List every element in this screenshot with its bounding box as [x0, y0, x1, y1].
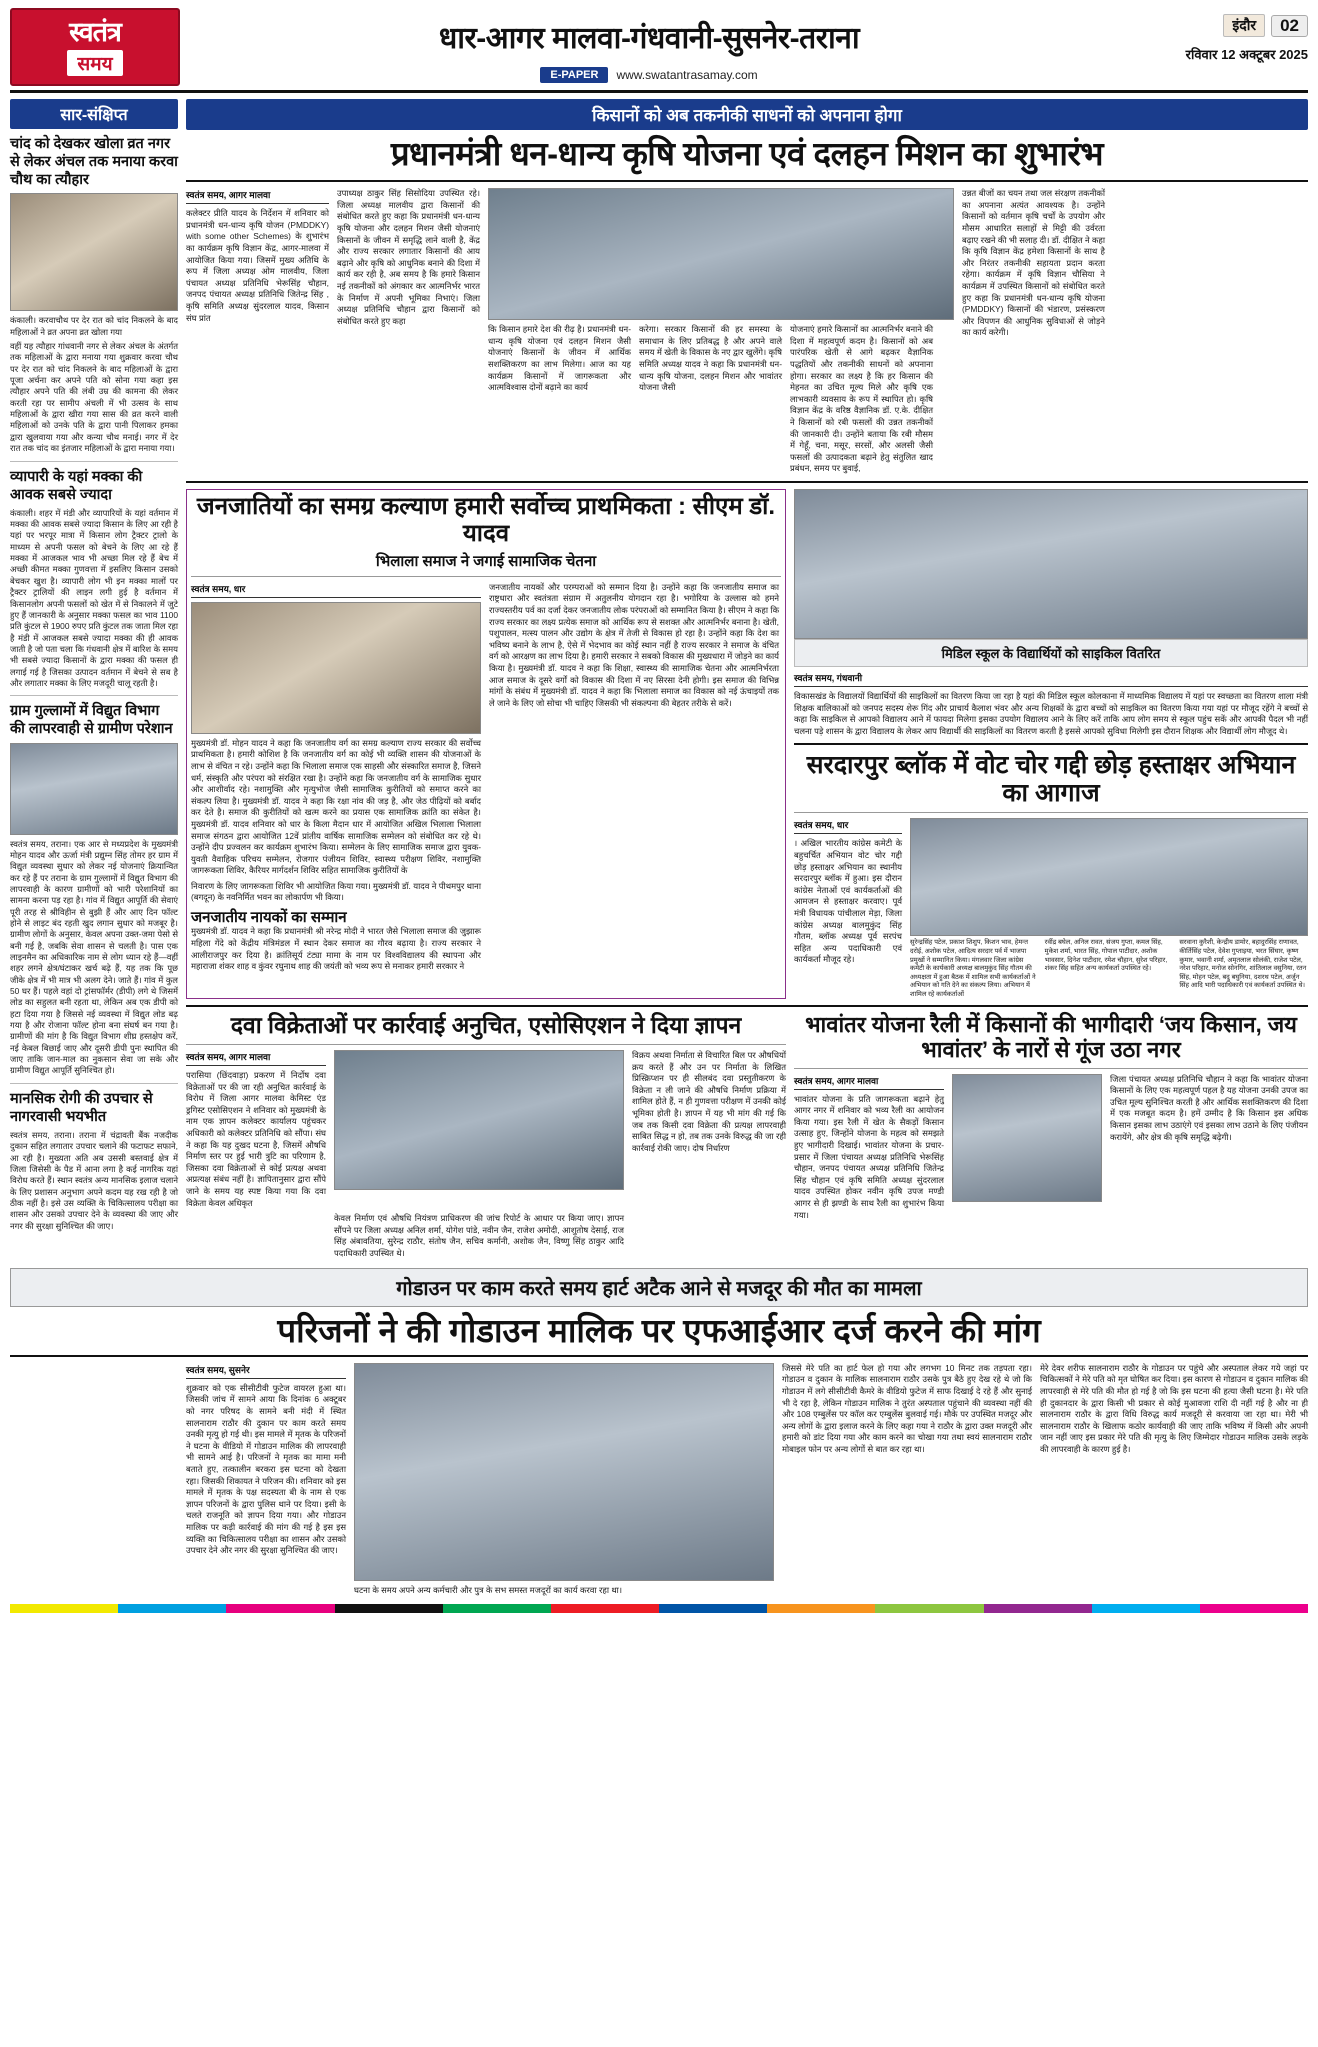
bhavantar-column — [794, 1074, 944, 1222]
lead-column — [186, 188, 329, 475]
logo-sub-text: समय — [67, 50, 122, 76]
logo-main-text: स्वतंत्र — [69, 16, 121, 47]
colorbar-swatch — [10, 1604, 118, 1613]
byline: स्वतंत्र समय, सुसनेर — [186, 1363, 346, 1379]
page-number: 02 — [1271, 15, 1308, 37]
bottom-kicker-band: गोडाउन पर काम करते समय हार्ट अटैक आने से मजदूर की मौत का मामला — [10, 1268, 1308, 1307]
sardarpur-photo — [910, 818, 1308, 936]
bottom-body — [10, 1363, 1308, 1597]
body-text: जनजातीय नायकों और परम्पराओं को सम्मान दिया है। उन्होंने कहा कि जनजातीय समाज का राष्ट्रधारा और स्वतंत्रता संग्राम में अतुलनीय योगदान रहा है। भगोरिया के उल्लास को हमने राज्यस्तरीय पर्व का दर्जा देकर जनजातीय लोक परंपराओं को सम्मानित किया है। सीएम ने कहा कि राज्य सरकार का लक्ष्य प्रत्येक समाज को आर्थिक रूप से सशक्त और आत्मनिर्भर बनाना है। खेती, पशुपालन, मत्स्य पालन और उद्योग के क्षेत्र में तेजी से विकास हो रहा है। उन्होंने कहा कि देश का भविष्य बनाने के लाभ है, ऐसे में भेदभाव का कोई स्थान नहीं है राज्य सरकार ने समाज के वंचित वर्ग को आरक्षण का लाभ दिया है। हमारी सरकार ने सबको विकास की मुख्यधारा में जोड़ने का कार्य किया है। मुख्यमंत्री डॉ. यादव ने कहा कि शिक्षा, स्वास्थ्य की सामाजिक चेतना और आत्मनिर्भरता आज समाज के दूसरे वर्गों को विकास की दिशा में नए सिरसा देनी होगी। इस समाज की विभिन्न मांगों के संबंध में मुख्यमंत्री डॉ. यादव ने कहा कि भिलाला समाज का विकास को नई ऊंचाइयों तक ले जाने के लिए जो सोचा भी चाहिए जिसकी भी संकल्पना की बेहतर तरीके से करें। — [489, 581, 779, 708]
bhavantar-headline: भावांतर योजना रैली में किसानों की भागीदारी ‘जय किसान, जय भावांतर’ के नारों से गूंज उठा नगर — [805, 1012, 1297, 1062]
body-text: जिला पंचायत अध्यक्ष प्रतिनिधि चौहान ने कहा कि भावांतर योजना किसानों के लिए एक महत्वपूर्ण पहल है यह योजना उनकी उपज का उचित मूल्य सुनिश्चित करती है और आर्थिक सशक्तिकरण की दिशा में एक मजबूत कदम है। हमें उम्मीद है कि किसान इस अधिक किसान इसका लाभ उठाएंगे एवं इसका लाभ उठाने के लिए पंजीयन करायेंगे, और क्षेत्र की कृषि समृद्धि बढ़ेगी। — [1110, 1073, 1308, 1142]
bottom-column — [1040, 1363, 1308, 1597]
tribal-headline: जनजातियों का समग्र कल्याण हमारी सर्वोच्च प्राथमिकता : सीएम डॉ. यादव — [196, 493, 776, 547]
rail-photo — [10, 743, 178, 835]
rail-headline: व्यापारी के यहां मक्का की आवक सबसे ज्यादा — [10, 468, 143, 503]
rail-item — [10, 135, 178, 462]
byline: स्वतंत्र समय, आगर मालवा — [186, 1050, 326, 1066]
colorbar-swatch — [443, 1604, 551, 1613]
lead-column — [790, 324, 933, 475]
publication-logo — [10, 8, 180, 86]
epaper-badge[interactable]: E-PAPER — [540, 67, 608, 83]
body-text: उपाध्यक्ष ठाकुर सिंह सिसोदिया उपस्थित रहे। जिला अध्यक्ष मालवीय द्वारा किसानों की संबोधित करते हुए कहा कि प्रधानमंत्री धन-धान्य कृषि योजना और दलहन मिशन जैसी योजनाएं किसानों के जीवन में समृद्धि लाने वाली है, केंद्र और राज्य सरकार लगातार किसानों की आय बढ़ाने और कृषि को आधुनिक बनाने की दिशा में कार्य कर रही है, अब समय है कि हमारे किसान नई तकनीकों को अंगकार कर आत्मनिर्भर भारत के निर्माण में अपनी भूमिका निभाएं। जिला अध्यक्ष प्रतिनिधि चौहान द्वारा किसानों को संबोधित करते हुए कहा — [337, 188, 480, 326]
tribal-story — [186, 489, 786, 999]
rail-item — [10, 1090, 178, 1238]
names-column: सरवाना कुरैशी, केन्द्रीय डामोर, बहादुरसिंह राणावत, कीर्तिसिंह पटेल, देवेश गुप्ताइया, भरत सिंघार, कृष्ण कुमार, भवानी शर्मा, अमृतलाल सोलंकी, राजेश पटेल, नरेश परिहार, मनोज सोनगिर, शांतिलाल वसुनिया, रतन सिंह, मोहन पटेल, बदु बघुनिया, दशरथ पटेल, अर्जुन सिंह आदि भारी पदाधिकारी एवं कार्यकर्ता उपस्थित थे। — [1179, 939, 1307, 990]
edition-city: इंदौर — [1223, 14, 1265, 37]
medicine-column — [334, 1213, 624, 1259]
lead-kicker-strip: किसानों को अब तकनीकी साधनों को अपनाना होगा — [186, 99, 1308, 130]
divider — [186, 1044, 786, 1045]
divider — [186, 1005, 1308, 1007]
lead-column — [488, 324, 631, 475]
rail-photo — [10, 193, 178, 311]
bhavantar-story — [794, 1013, 1308, 1259]
body-text: करेगा। सरकार किसानों की हर समस्या के समाधान के लिए प्रतिबद्ध है और अपने वाले समय में खेती के विकास के नए द्वार खुलेंगे। कृषि समिति अध्यक्ष यादव ने कहा कि प्रधानमंत्री धन-धान्य कृषि योजना, दलहन मिशन और भावांतर योजना जैसी — [639, 324, 782, 393]
byline: स्वतंत्र समय, आगर मालवा — [794, 1074, 944, 1090]
lead-column — [639, 324, 782, 475]
lead-column — [337, 188, 480, 475]
names-column: सुरेन्द्रसिंह पटेल, प्रकाश शिशुप, किशन भाव, हेमन्त दरोई, अशोक पटेल, आदित्य सरदार पर्व में भाजपा प्रमुखों ने सम्मानित किया। मंगलवार जिला कांग्रेस कमेटी के कार्यकारी अध्यक्ष बालमुकुंद सिंह गौतम की अध्यक्षता में हुआ बैठक में शामिल सभी कार्यकर्ताओं ने अभियान को गति देने का संकल्प लिया। अभियान में शामिल रहे कार्यकर्ताओं — [910, 939, 1036, 998]
colorbar-swatch — [659, 1604, 767, 1613]
body-text: परासिया (छिंदवाड़ा) प्रकरण में निर्दोष दवा विक्रेताओं पर की जा रही अनुचित कार्रवाई के विरोध में जिला आगर मालवा केमिस्ट एंड ड्रगिस्ट एसोसिएशन ने शनिवार को मुख्यमंत्री के नाम एक ज्ञापन कलेक्टर कार्यालय पहुंचकर अधिकारी को कलेक्टर प्रतिनिधि को सौंपा। संघ ने कहा कि यह दुखद घटना है, जिसमें औषधि निर्माण स्तर पर हुई भारी त्रुटि का परिणाम है, जिसका दवा विक्रेताओं से कोई प्रत्यक्ष अथवा अप्रत्यक्ष संबंध नहीं है। ज्ञापितानुसार द्वारा सौंपे जाने के समय यह स्पष्ट किया गया कि दवा विक्रेता केवल अधिकृत — [186, 1070, 326, 1208]
body-text: विक्रय अथवा निर्माता से विचारित बिल पर औषधियों क्रय करते हैं और उन पर निर्माता के लिखित प्रिस्क्रिप्शन पर ही सीलबंद दवा प्रस्तुतीकरण के विक्रेता न ली जाने की औषधि निर्माण प्रक्रिया में शामिल होते हैं, न ही गुणवत्ता परीक्षण में उनकी कोई भूमिका होती है। ज्ञापन में यह भी मांग की गई कि जब तक किसी दवा विक्रेता की प्रत्यक्ष लापरवाही साबित सिद्ध न हो, तब तक उनके विरुद्ध की जा रही कार्रवाई रोकी जाए। दोष निर्धारण — [632, 1050, 786, 1153]
tribal-column — [489, 582, 779, 973]
names-column: रवींद्र बघेल, अनिल रावत, संजय गुप्ता, कमल सिंह, मुकेश शर्मा, भारत सिंह, गोपाल पाटीदार, अशोक भावसार, दिनेश पाटीदार, रमेश चौहान, सुरेश परिहार, शंकर सिंह सहित अन्य कार्यकर्ता उपस्थित रहे। — [1044, 939, 1168, 973]
body-text: विकासखंड के विद्यालयों विद्यार्थियों की साइकिलों का वितरण किया जा रहा है यहां की मिडिल स्कूल कोलकाना में माध्यमिक विद्यालय में यहां पर स्वच्छता का वितरण शाला मंत्री शिक्षक बालिकाओं को जनपद सदस्य शेरू गिंद और प्राचार्य कैलाश भंवर और अन्य शिक्षकों के द्वारा बच्चों को साइकिल का वितरण किया गया यहां पर मौजूद रहेंगे ने बच्चों से कहा कि साइकिल से आपको विद्यालय आने में फायदा मिलेगा इसका उपयोग विद्यालय आने के लिए करें ताकि आप लोग समय से स्कूल पहुंच सकें और आपकी पैदल भी नहीं चलना पड़े शासन के द्वारा विद्यालय के लेकर आप विद्यार्थी की साइकिलों का वितरण करती है इससे आपको सुविधा मिलेगी इस दौरान शिक्षक और विद्यार्थी लोग मौजूद थे। — [794, 691, 1308, 736]
rail-headline: मानसिक रोगी की उपचार से नागरवासी भयभीत — [10, 1090, 153, 1125]
medicine-photo-block — [334, 1050, 624, 1209]
colorbar-swatch — [335, 1604, 443, 1613]
bhavantar-column — [1110, 1074, 1308, 1222]
edition-row — [1118, 14, 1308, 37]
colorbar-swatch — [551, 1604, 659, 1613]
tribal-subsection-title: जनजातीय नायकों का सम्मान — [191, 909, 347, 927]
colorbar-swatch — [984, 1604, 1092, 1613]
left-rail — [10, 99, 178, 1260]
tribal-photo — [191, 602, 481, 734]
body-text: मेरे देवर शरीफ सालनाराम राठौर के गोडाउन पर पहुंचे और अस्पताल लेकर गये जहां पर चिकित्सकों ने मेरे पति को मृत घोषित कर दिया। इस कारण से गोडाउन व दुकान मालिक की लापरवाही से मेरे पति की मौत हो गई है जो कि इस घटना की हत्या जैसी घटना है। मेरे पति ही दुकानदार के द्वारा किसी भी प्रकार से कोई मुआवजा राशि दी नहीं गई है और ना ही सालनाराम राठौर के द्वारा विधि विरुद्ध कार्य मजदूरी से करवाया जा रहा था। मेरी भी सालनाराम राठौर के खिलाफ कठोर कार्यवाही की जाए ताकि भविष्य में किसी और अपनी जान नहीं जाए इस प्रकार मेरे पति की मृत्यु के लिए जिम्मेदार गोडाउन मालिक उसके लड़के की लापरवाही के कारण हुई है। — [1040, 1362, 1308, 1455]
tribal-subheadline: भिलाला समाज ने जगाई सामाजिक चेतना — [375, 552, 597, 570]
bhavantar-photo-block — [952, 1074, 1102, 1222]
divider — [794, 812, 1308, 813]
body-text: जिससे मेरे पति का हार्ट फेल हो गया और लगभग 10 मिनट तक तड़पता रहा। गोडाउन व दुकान के मालिक सालनाराम राठौर उसके पुत्र बैठे हुए देख रहे थे जो कि गोडाउन में लगे सीसीटीवी कैमरे के वीडियो फुटेज में साफ दिखाई दे रहे हैं और सुनाई भी दे रहा है, लेकिन गोडाउन मालिक ने तुरंत अस्पताल पहुंचाने की व्यवस्था नहीं की और 108 एम्बुलेंस पर कॉल कर एम्बुलेंस बुलवाई गई। मौके पर उपस्थित मजदूर और अन्य लोगों के द्वारा इलाज करने के लिए कहा गया ने राठौर के द्वारा उक्त मजदूरी और हमारी को डांट दिया गया और काम करने का चोखा गया तथा स्वयं सालनाराम राठौर मोबाइल फोन पर अन्य लोगों से बात कर रहा था। — [782, 1362, 1032, 1455]
cycle-photo — [794, 489, 1308, 639]
body-text: केवल निर्माण एवं औषधि नियंत्रण प्राधिकरण की जांच रिपोर्ट के आधार पर किया जाए। ज्ञापन सौंपने पर जिला अध्यक्ष अनिल शर्मा, योगेश पांडे, नवीन जैन, राजेश अमोदी, आशुतोष देसाई, राज सिंह अंबावतिया, सुरेन्द्र राठौर, संतोष जैन, सचिव कर्मानी, अशोक जैन, विष्णु सिंह ठाकुर आदि पदाधिकारी उपस्थित थे। — [334, 1213, 624, 1258]
divider — [186, 481, 1308, 483]
body-text: भावांतर योजना के प्रति जागरूकता बढ़ाने हेतु आगर नगर में शनिवार को भव्य रैली का आयोजन किया गया। इस रैली में खेत के सैकड़ों किसान उत्साह हुए, जिन्होंने योजना के महत्व को समझते हुए भागीदारी दिखाई। भावांतर योजना के प्रचार-प्रसार में जिला पंचायत अध्यक्ष प्रतिनिधि भेरूसिंह चौहान, जनपद पंचायत अध्यक्ष प्रतिनिधि जितेन्द्र सिंह चौहान एवं कृषि समिति अध्यक्ष सुंदरलाल यादव उपस्थित होकर नवीन कृषि उपज मण्डी आगर से ही झण्डी के साथ रैली का शुभारंभ किया गया। — [794, 1093, 944, 1220]
rail-headline: चांद को देखकर खोला व्रत नगर से लेकर अंचल तक मनाया करवा चौथ का त्यौहार — [10, 136, 178, 189]
masthead — [10, 8, 1308, 93]
colorbar-swatch — [118, 1604, 226, 1613]
cycle-caption-band: मिडिल स्कूल के विद्यार्थियों को साइकिल वितरित — [794, 639, 1308, 667]
colorbar-swatch — [1200, 1604, 1308, 1613]
photo-caption: घटना के समय अपने अन्य कर्मचारी और पुत्र के सभ समस्त मजदूरों का कार्य करवा रहा था। — [354, 1584, 623, 1595]
masthead-center — [180, 8, 1118, 83]
body-text: उन्नत बीजों का चयन तथा जल संरक्षण तकनीकों का अपनाना अत्यंत आवश्यक है। उन्होंने किसानों को वर्तमान कृषि चर्चों के उपयोग और मौसम आधारित सलाहों से मिट्टी की उर्वरता बढ़ाए रखने की भी सलाह दी। डॉ. दीक्षित ने कहा कि कृषि विज्ञान केंद्र हमेशा किसानों के साथ है और निरंतर तकनीकी सहायता प्रदान करता रहेगा। कार्यक्रम में कृषि विज्ञान चौसिया ने कार्यक्रम में उपस्थित किसानों को संबोधित करते हुए कहा कि प्रधानमंत्री धन-धान्य कृषि योजना (PMDDKY) किसानों की भंडारण, प्रसंस्करण और विपणन की आधुनिक सुविधाओं से जोड़ने का कार्य करेगी। — [962, 188, 1105, 338]
main-content — [186, 99, 1308, 1260]
epaper-row — [180, 67, 1118, 83]
lower-section — [186, 1013, 1308, 1259]
rail-item — [10, 702, 178, 1083]
rail-header: सार-संक्षिप्त — [10, 99, 178, 129]
medicine-story — [186, 1013, 786, 1259]
divider — [10, 1355, 1308, 1357]
sardarpur-names — [910, 939, 1308, 999]
photo-caption: निवारण के लिए जागरूकता शिविर भी आयोजित किया गया। मुख्यमंत्री डॉ. यादव ने पीथमपुर थाना (बगदून) के नवनिर्मित भवन का लोकार्पण भी किया। — [191, 880, 481, 903]
masthead-right — [1118, 8, 1308, 63]
colorbar-swatch — [875, 1604, 983, 1613]
lead-photo — [488, 188, 954, 320]
rail-text: कंकाली। करवाचौथ पर देर रात को चांद निकलने के बाद महिलाओं ने व्रत अपना व्रत खोला गया — [10, 315, 178, 337]
lead-headline: प्रधानमंत्री धन-धान्य कृषि योजना एवं दलहन मिशन का शुभारंभ — [390, 135, 1104, 172]
rail-text: कंकाली। शहर में मंडी और व्यापारियों के यहां वर्तमान में मक्का की आवक सबसे ज्यादा किसान के लिए आ रही है यहां पर भरपूर मात्रा में किसान लोग ट्रैक्टर ट्रालो के माध्यम से अपनी फसल को बेचने के लिए आ रहे हैं मक्का में आजकल भाव भी अच्छा मिल रहे हैं बेच में अच्छी कीमत मक्का गुणवत्ता में इसलिए किसान उसको बेचकर खुश है। व्यापारी लोग भी इन मक्का मालों पर ट्रैक्टर ट्रालियों की लाइन लगी हुई है वर्तमान में किसानलोग अपनी फसलों को खेत में से निकालने में जुटे हुए हैं जानकारी के अनुसार मक्का फसल का भाव 1100 प्रति कुंटल से 1900 रुपए प्रति कुंटल तक जाता मिल रहा है मंडी में आजकल सबसे ज्यादा मक्का की ही आवक जाती है जो पता चला कि गंधवानी क्षेत्र में बारिश के समय भी सबसे ज्यादा किसानों के द्वारा मक्का की फसल ही लगाई गई है जिसका उत्पादन वर्तमान में बेचने से सब है और लगातार मक्का के लिए मजदूरी चालू रहती है। — [10, 507, 178, 688]
body-text: कि किसान हमारे देश की रीढ़ है। प्रधानमंत्री धन-धान्य कृषि योजना एवं दलहन मिशन जैसी योजनाएं किसानों के जीवन में आर्थिक सशक्तिकरण का लाभ मिलेगा। आज का यह कार्यक्रम किसानों में जागरूकता और आत्मविश्वास दोनों बढ़ाने का कार्य — [488, 324, 631, 393]
body-text: मुख्यमंत्री डॉ. मोहन यादव ने कहा कि जनजातीय वर्ग का समग्र कल्याण राज्य सरकार की सर्वोच्च प्राथमिकता है। हमारी कोशिश है कि जनजातीय वर्ग का कोई भी व्यक्ति शासन की योजनाओं के लाभ से वंचित न रहे। उन्होंने कहा कि भिलाला समाज एक साहसी और संस्कारित समाज है, जिसने धर्म, संस्कृति और परंपरा को संरक्षित रखा है। उन्होंने कहा कि जनजातीय वर्ग के सामाजिक सुधार और आशीर्वाद रहे। नशामुक्ति और मृत्युभोज जैसी सामाजिक कुरीतियों को समाप्त करने का संकल्प लिया है। मुख्यमंत्री डॉ. यादव ने कहा कि रक्षा नांव की जड़ है, और जेठ पीढ़ियों को बर्बाद कर देते है। समाज की कुरीतियों को खत्म करने का प्रयास एक सामाजिक क्रांति का संकेत है। मुख्यमंत्री डॉ. यादव शनिवार को धार के किला मैदान धार में आयोजित अखिल भिलाला भिलाला समाज संगठन द्वारा आयोजित 12वें प्रांतीय वार्षिक सामाजिक सम्मेलन को संबोधित कर रहे थे। उन्होंने दीप प्रज्वलन कर कार्यक्रम शुभारंभ किया। सम्मेलन के लिए सामाजिक समाज द्वारा युवक-युवती वैवाहिक परिचय सम्मेलन, रोजगार पंजीयन शिविर, स्वास्थ्य परीक्षण शिविर, नशामुक्ति जागरूकता शिविर, कैरियर मार्गदर्शन शिविर सहित सामाजिक कुरीतियों के — [191, 737, 481, 876]
rail-headline: ग्राम गुल्लामों में विद्युत विभाग की लापरवाही से ग्रामीण परेशान — [10, 703, 173, 738]
body-text: शुक्रवार को एक सीसीटीवी फुटेज वायरल हुआ था। जिसकी जांच में सामने आया कि दिनांक 6 अक्टूबर को नगर परिषद के सामने बनी मंदी में स्थित सालनाराम राठौर की दुकान पर काम करते समय उनकी मृत्यु हो गई थी। इस मामले में मृतक के परिजनों ने घटना के वीडियो में गोडाउन मालिक की लापरवाही भी सामने आई है। परिजनों ने मृतक का मामा मनी बताते हुए, तत्कालीन बरकरा इस घटना को देखता रहा। जिसकी शिकायत ने परिजन की। शनिवार को इस मामले में मृतक के पक्ष सदस्यता बी के नाम से एक ज्ञापन परिजनों के द्वारा पुलिस थाने पर दिया। इसी के चलते राजनूति को ज्ञापन दिया गया। और गोडाउन मालिक पर कड़ी कार्रवाई की मांग की गई है इस इस व्यक्ति का चिकित्सालय परीक्षा का शासन और उसको उपचार देने और नगर की सुरक्षा सुनिश्चित की जाए। — [186, 1382, 346, 1556]
divider — [794, 743, 1308, 745]
lead-column — [962, 188, 1105, 475]
right-stack — [794, 489, 1308, 999]
rail-text: वहीं यह त्यौहार गांधवानी नगर से लेकर अंचल के अंतर्गत तक महिलाओं के द्वारा मनाया गया शुक्रवार करवा चौथ पर देर रात को चांद निकलने के बाद महिलाओं के द्वारा पूजा अर्चना कर अपने पति को सोना गया कहा इस त्यौहार अपने पति की लंबी उम्र की कामना की लेकर करती रहा पर सामीप अंचली में भी उत्सव के साथ महिलाओं के द्वारा खीरा गया सास की व्रत करने वाली महिलाओं को उनके पति के द्वारा पानी पिलाकर हमका द्वारा खुलवाया गया और कन्या चौथ मनाई। नगर में देर रात तक चांद का इंतजार महिलाओं के द्वारा मनाया गया। — [10, 341, 178, 454]
print-registration-colorbar — [10, 1604, 1308, 1613]
divider — [191, 576, 781, 577]
sardarpur-column — [794, 818, 902, 999]
byline: स्वतंत्र समय, धार — [191, 582, 481, 598]
bottom-column — [186, 1363, 346, 1597]
edition-title: धार-आगर मालवा-गंधवानी-सुसनेर-तराना — [438, 22, 860, 55]
body-text: कलेक्टर प्रीति यादव के निर्देशन में शनिवार को प्रधानमंत्री धन-धान्य कृषि योजन (PMDDKY) with some other Schemes) के शुभारंभ का कार्यक्रम कृषि विज्ञान केंद्र, आगर-मालवा में आयोजित किया गया। जिसमें मुख्य अतिथि के रूप में जिला अध्यक्ष ओम मालवीय, जिला पंचायत अध्यक्ष प्रतिनिधि भेरूसिंह चौहान, जनपद पंचायत अध्यक्ष प्रतिनिधि जितेन्द्र सिंह , कृषि समिति अध्यक्ष सुंदरलाल यादव, किसान संघ प्रांत — [186, 208, 329, 323]
bottom-photo-block — [354, 1363, 774, 1597]
colorbar-swatch — [1092, 1604, 1200, 1613]
body-text: । अखिल भारतीय कांग्रेस कमेटी के बहुचर्चित अभियान वोट चोर गद्दी छोड़ हस्ताक्षर अभियान का स्थानीय सरदारपुर ब्लॉक में हुआ। इस दौरान कांग्रेस नेताओं एवं कार्यकर्ताओं की आमजन से हस्ताक्षर करवाए। पूर्व मंत्री विधायक पांचीलाल मेड़ा, जिला कांग्रेस अध्यक्ष बालमुकुंद सिंह गौतम, ब्लॉक अध्यक्ष पूर्व सरपंच सहित अन्य पदाधिकारी एवं कार्यकर्ता मौजूद रहे। — [794, 838, 902, 965]
byline: स्वतंत्र समय, आगर मालवा — [186, 188, 329, 204]
medicine-headline: दवा विक्रेताओं पर कार्रवाई अनुचित, एसोसिएशन ने दिया ज्ञापन — [230, 1012, 742, 1039]
medicine-column — [632, 1050, 786, 1209]
byline-text: स्वतंत्र समय, गंधवानी — [794, 673, 863, 684]
body-text: मुख्यमंत्री डॉ. यादव ने कहा कि प्रधानमंत्री श्री नरेन्द्र मोदी ने भारत जैसे भिलाला समाज की जुझारू महिला गेंदे को केंद्रीय मंत्रिमंडल में स्थान देकर समाज का गौरव बढ़ाया है। राज्य सरकार ने आलीराजपुर कर दिया है। क्रांतिसूर्य टंट्या मामा के नाम पर विश्वविद्यालय की स्थापना और महाराजा शंकर शाह व कुंवर रघुनाथ शाह की जयंती को भव्य रूप से मनाकर हमारी सरकार ने — [191, 926, 481, 972]
sardarpur-photo-block — [910, 818, 1308, 999]
bhavantar-photo — [952, 1074, 1102, 1202]
bottom-headline: परिजनों ने की गोडाउन मालिक पर एफआईआर दर्ज करने की मांग — [277, 1311, 1041, 1349]
mid-section — [186, 489, 1308, 999]
edition-date: रविवार 12 अक्टूबर 2025 — [1185, 47, 1308, 62]
medicine-photo — [334, 1050, 624, 1190]
epaper-url[interactable]: www.swatantrasamay.com — [616, 68, 758, 82]
divider — [186, 180, 1308, 182]
byline — [794, 671, 1308, 687]
lead-photo-block — [488, 188, 954, 475]
tribal-column — [191, 582, 481, 973]
rail-text: स्वतंत्र समय, तराना। तराना में चंद्रावती बैंक नजदीक दुकान सहित लगातार उपचार चलाने की फटाफट सफाने, आ रही है। मुख्यता अति अब उससी बस्तवाई क्षेत्र में जिला जिसेसी के पैड में आना लगा है कई नागरिक यहां विरोध करते हैं। स्थान स्वतंत्र अन्य मानसिक इलाज चलाने के लिए प्रशासन अनुभाग अपने कदम यह रख रही है जो ठीक नहीं है। इसे उस व्यक्ति के चिकित्सालय परीक्षा का शासन और उसको उपचार देने के व्यवस्था की जाए और नगर की सुरक्षा सुनिश्चित की जाए। — [10, 1129, 178, 1231]
sardarpur-headline: सरदारपुर ब्लॉक में वोट चोर गद्दी छोड़ हस्ताक्षर अभियान का आगाज — [806, 751, 1296, 808]
colorbar-swatch — [226, 1604, 334, 1613]
rail-item — [10, 468, 178, 697]
colorbar-swatch — [767, 1604, 875, 1613]
lead-body — [186, 188, 1308, 475]
medicine-column — [186, 1050, 326, 1209]
body-text: योजनाएं हमारे किसानों का आत्मनिर्भर बनाने की दिशा में महत्वपूर्ण कदम है। किसानों को अब पारंपरिक खेती से आगे बढ़कर वैज्ञानिक पद्धतियों और तकनीकी साधनों को अपनाना होगा। सरकार का लक्ष्य है कि हर किसान की मेहनत का उचित मूल्य मिले और कृषि एक लाभकारी व्यवसाय के रूप में स्थापित हो। कृषि विज्ञान केंद्र के वरिष्ठ वैज्ञानिक डॉ. ए.के. दीक्षित ने किसानों को रबी फसलों की उन्नत तकनीकों की जानकारी दी। उन्होंने बताया कि रबी मौसम में गेहूँ, चना, मसूर, सरसों, और अलसी जैसी फसलों की उत्पादकता बढ़ाने हेतु संतुलित खाद प्रबंधन, समय पर बुवाई, — [790, 324, 933, 474]
bottom-column — [782, 1363, 1032, 1597]
bottom-photo — [354, 1363, 774, 1581]
byline: स्वतंत्र समय, धार — [794, 818, 902, 834]
divider — [794, 1068, 1308, 1069]
rail-text: स्वतंत्र समय, तराना। एक आर से मध्यप्रदेश के मुख्यमंत्री मोहन यादव और ऊर्जा मंत्री प्रद्युम्न सिंह तोमर हर ग्राम में विद्युत व्यवस्था सुधार को लेकर नई योजनाएं क्रियान्वित कर रहे हैं पर तराना के ग्राम गुल्लामों में विद्युत विभाग की लापरवाही के कारण ग्रामीणों को भारी परेशानियों का सामना करना पड़ रहा है। गांव में विद्युत आपूर्ति की सेवाएं पूरी तरह से श्रीविहीन से बुझी हैं और आए दिन फॉल्ट होने से लाइट बंद रहती खुद लगान सुधार को मजबूर है। ग्रामीण लोगों के अनुसार, केवल अपना उक्त-जमा पेसो से बनी गई है, जबकि सेवा शासन से चलती है। पास एक लाइनमैन का अधिकारिक नाम से लोग ध्यान रहे हैं—वहीं शहर लगने क्षेत्र/घंटाकर खर्च बढ़े हैं, यह तक कि पूछ जीके क्षेत्र में भी मात्र भी अलग देने। जाते हैं। गांव में कुल 50 घर हैं। पहले वहां दो ट्रांसफॉर्मर (डीपी) लगे थे जिसमें लोड का सहुलत बनी रहता था, लेकिन अब एक डीपी को हटा दिया गया है जिससे नई व्यवस्था में विद्युत लोड बढ़ गया है और रोजाना फॉल्ट होना बना संघर्ष बन गया है। ग्रामीणों की मांग है कि विद्युत विभाग शीघ्र हस्तक्षेप करें, नई केबल बिछाई जाए और दूसरी डीपी पुनः स्थापित की जाए ताकि जान-माल का नुकसान सेवा जा सके और ग्रामीण विद्युत आपूर्ति सुनिश्चित हो। — [10, 838, 178, 1076]
